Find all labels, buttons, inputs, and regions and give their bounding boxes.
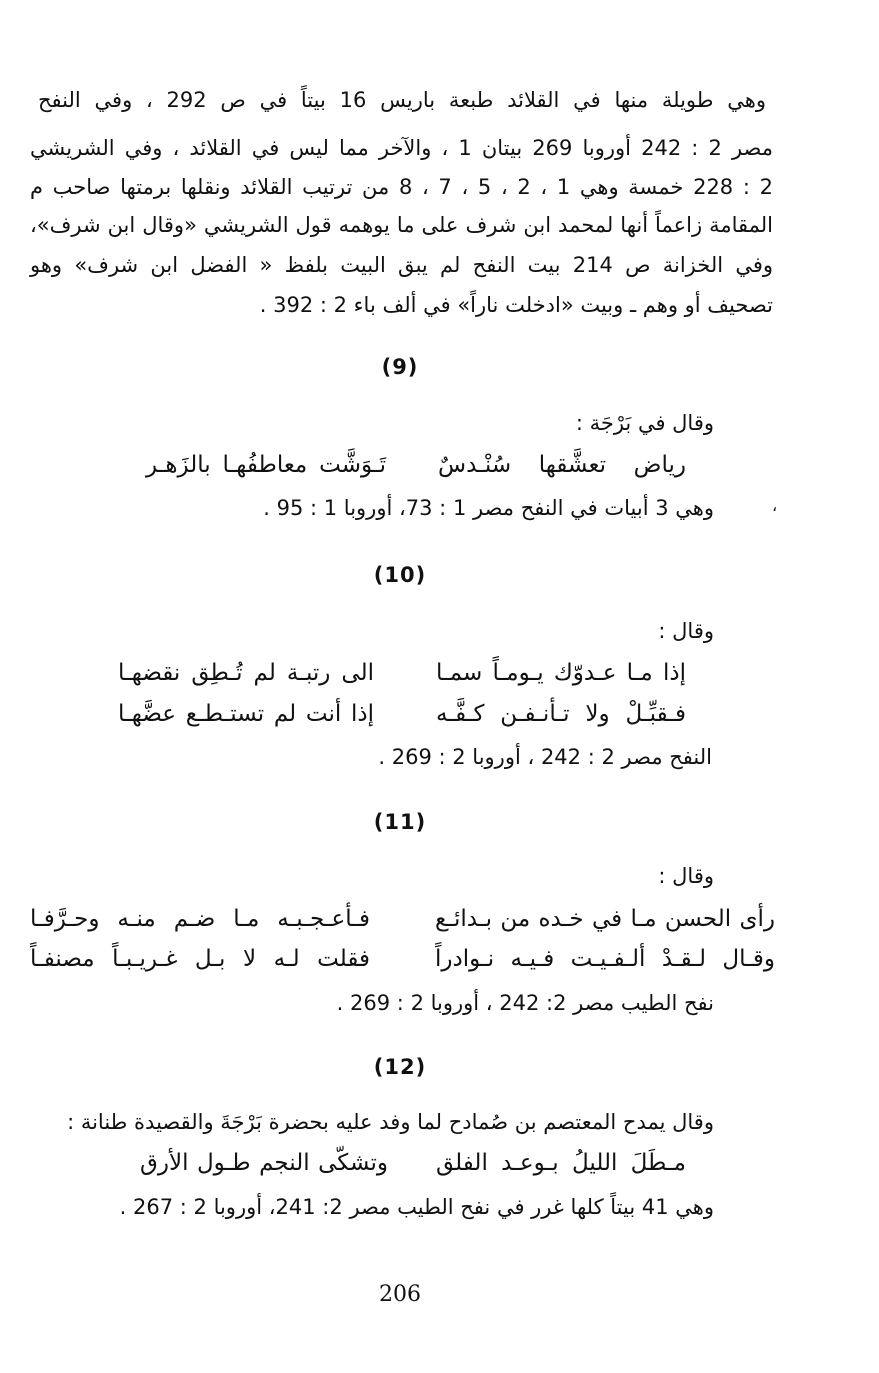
paragraph-line: مصر 2 : 242 أوروبا 269 بيتان 1 ، والآخر مما ليس في القلائد ، وفي الشريشي <box>30 136 773 160</box>
source-note: وهي 3 أبيات في النفح مصر 1 : 73، أوروبا 1 : 95 . <box>263 496 714 520</box>
paragraph-line: المقامة زاعماً أنها لمحمد ابن شرف على ما يوهمه قول الشريشي «وقال ابن شرف»، <box>30 213 773 237</box>
verse-second-hemistich: تَـوَشَّت معاطفُهـا بالزَهـر <box>146 452 386 478</box>
source-note: نفح الطيب مصر 2: 242 ، أوروبا 2 : 269 . <box>336 991 714 1015</box>
section-number: (9) <box>381 355 419 379</box>
paragraph-line: وهي طويلة منها في القلائد طبعة باريس 16 بيتاً في ص 292 ، وفي النفح <box>38 88 766 112</box>
verse-first-hemistich: مـطَلَ الليلُ بـوعـد الفلق <box>436 1150 686 1176</box>
verse-first-hemistich: رأى الحسن مـا في خـده من بـدائـع <box>435 906 775 932</box>
page-number: 206 <box>379 1282 421 1307</box>
section-number: (10) <box>373 563 427 587</box>
poem-intro: وقال : <box>658 619 714 643</box>
verse-first-hemistich: رياض تعشَّقها سُنْـدسٌ <box>438 452 686 478</box>
verse-first-hemistich: إذا مـا عـدوّك يـومـاً سمـا <box>436 660 686 686</box>
stray-mark: ، <box>772 496 778 515</box>
source-note: وهي 41 بيتاً كلها غرر في نفح الطيب مصر 2: 241، أوروبا 2 : 267 . <box>119 1195 714 1219</box>
paragraph-line: 2 : 228 خمسة وهي 1 ، 2 ، 5 ، 7 ، 8 من ترتيب القلائد ونقلها برمتها صاحب م <box>30 175 773 199</box>
paragraph-line: وفي الخزانة ص 214 بيت النفح لم يبق البيت بلفظ « الفضل ابن شرف» وهو <box>30 253 773 277</box>
poem-intro: وقال يمدح المعتصم بن صُمادح لما وفد عليه بحضرة بَرْجَةَ والقصيدة طنانة : <box>67 1110 714 1134</box>
section-number: (12) <box>373 1055 427 1079</box>
verse-first-hemistich: فـقبِّـلْ ولا تـأنـفـن كـفَّـه <box>436 701 686 727</box>
verse-second-hemistich: فـأعـجـبـه مـا ضـم منـه وحـرَّفـا <box>30 906 370 932</box>
poem-intro: وقال : <box>658 864 714 888</box>
verse-second-hemistich: وتشكّى النجم طـول الأرق <box>140 1150 388 1176</box>
verse-second-hemistich: الى رتبـة لم تُـطِق نقضهـا <box>118 660 374 686</box>
verse-second-hemistich: فقلت لـه لا بـل غـريـبـاً مصنفـاً <box>30 946 370 972</box>
source-note: النفح مصر 2 : 242 ، أوروبا 2 : 269 . <box>378 745 712 769</box>
poem-intro: وقال في بَرْجَة : <box>575 411 714 435</box>
section-number: (11) <box>373 810 427 834</box>
paragraph-line: تصحيف أو وهم ـ وبيت «ادخلت ناراً» في ألف باء 2 : 392 . <box>259 293 773 317</box>
verse-second-hemistich: إذا أنت لم تستـطـع عضَّهـا <box>118 701 374 727</box>
verse-first-hemistich: وقـال لـقـدْ ألـفـيـت فـيـه نـوادراً <box>435 946 775 972</box>
